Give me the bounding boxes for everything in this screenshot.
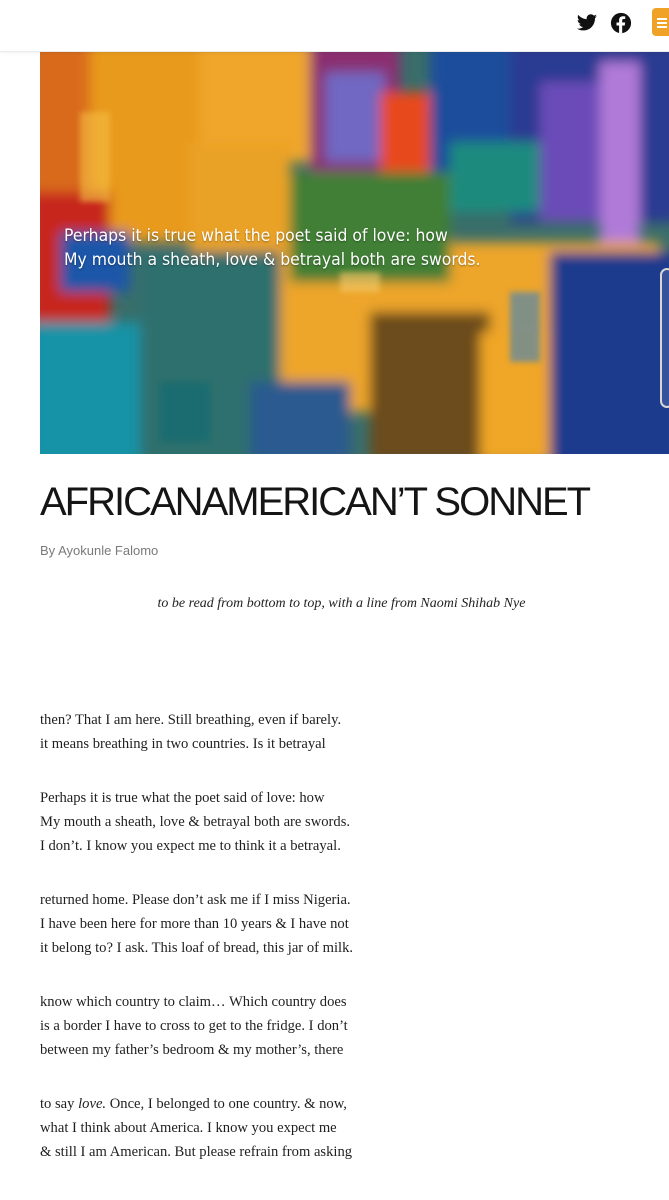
hamburger-menu-icon[interactable] — [652, 8, 669, 36]
poem-line: My mouth a sheath, love & betrayal both are swords. — [40, 814, 351, 830]
hero-quote-line: My mouth a sheath, love & betrayal both are swords. — [64, 250, 481, 270]
stanza — [40, 1092, 400, 1164]
poem-text: Once, I belonged to one country. & now, — [106, 1096, 347, 1112]
byline — [40, 543, 158, 558]
poem-line: & still I am American. But please refrain from asking — [40, 1144, 353, 1160]
poem-line: then? That I am here. Still breathing, even if barely. — [40, 712, 342, 728]
poem-line: I have been here for more than 10 years & I have not — [40, 916, 349, 932]
hero-quote-line: Perhaps it is true what the poet said of love: how — [64, 226, 448, 246]
stanza — [40, 708, 400, 756]
carousel-scroll-handle[interactable] — [660, 268, 669, 408]
poem-line — [40, 1092, 400, 1116]
byline-prefix: By — [40, 543, 56, 558]
article-title: AFRICANAMERICAN’T SONNET — [40, 480, 590, 524]
poem-line: is a border I have to cross to get to the fridge. I don’t — [40, 1018, 348, 1034]
poem-line: between my father’s bedroom & my mother’s, there — [40, 1042, 344, 1058]
hero-image — [40, 52, 669, 454]
stanza — [40, 786, 400, 858]
site-header — [0, 0, 669, 52]
hero-quote — [64, 224, 579, 272]
poem-line: Perhaps it is true what the poet said of love: how — [40, 790, 325, 806]
emphasized-word: love. — [78, 1096, 107, 1112]
facebook-icon[interactable] — [610, 12, 632, 34]
author-link[interactable]: Ayokunle Falomo — [58, 543, 159, 558]
poem-line: what I think about America. I know you expect me — [40, 1120, 337, 1136]
poem-line: know which country to claim… Which country does — [40, 994, 347, 1010]
poem-line: returned home. Please don’t ask me if I miss Nigeria. — [40, 892, 351, 908]
stanza — [40, 888, 400, 960]
epigraph: to be read from bottom to top, with a line from Naomi Shihab Nye — [157, 596, 526, 611]
poem-line: it belong to? I ask. This loaf of bread, this jar of milk. — [40, 940, 354, 956]
stanza — [40, 990, 400, 1062]
poem-text: to say — [40, 1096, 79, 1112]
twitter-icon[interactable] — [576, 12, 598, 34]
poem-line: I don’t. I know you expect me to think it a betrayal. — [40, 838, 341, 854]
poem-line: it means breathing in two countries. Is it betrayal — [40, 736, 326, 752]
poem-body — [40, 708, 400, 1164]
